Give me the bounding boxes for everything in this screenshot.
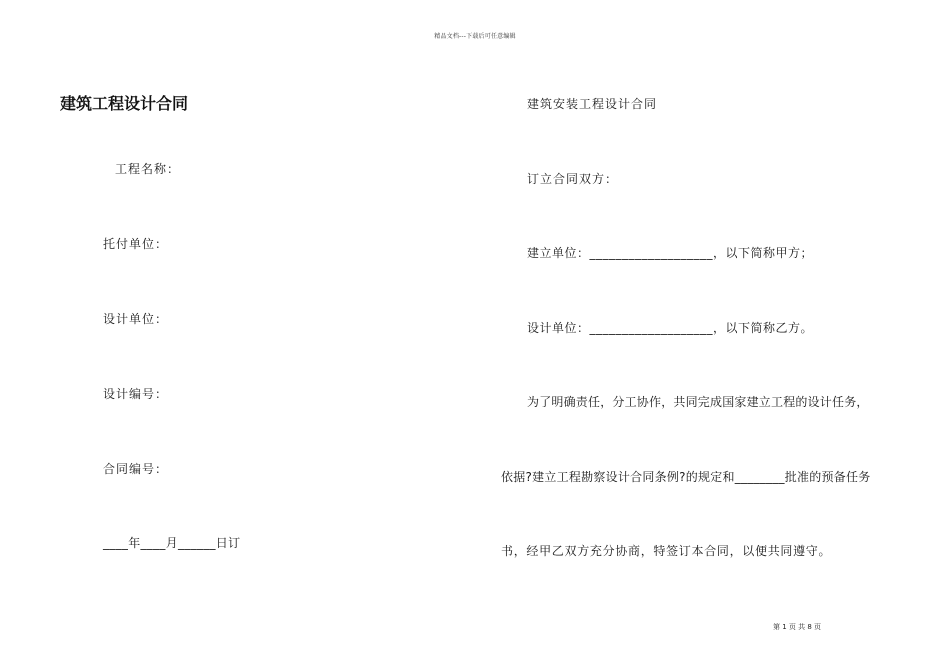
date-line: ____年____月______日订 [103,536,241,550]
party-b-line: 设计单位：___________________，以下简称乙方。 [527,321,814,335]
document-title: 建筑工程设计合同 [60,94,189,113]
entrusting-unit-label: 托付单位： [103,237,169,251]
project-name-label: 工程名称： [115,162,181,176]
header-note: 精品文档---下载后可任意编辑 [434,33,516,40]
contract-number-label: 合同编号： [103,462,169,476]
paragraph-line-2: 依据?建立工程勘察设计合同条例?的规定和________批准的预备任务 [501,470,871,484]
design-unit-label: 设计单位： [103,312,169,326]
contract-heading: 建筑安装工程设计合同 [527,97,658,111]
page-footer: 第 1 页 共 8 页 [773,623,822,631]
paragraph-line-3: 书，经甲乙双方充分协商，特签订本合同，以便共同遵守。 [501,544,832,558]
design-number-label: 设计编号： [103,387,169,401]
party-a-line: 建立单位：___________________，以下简称甲方； [527,246,814,260]
paragraph-line-1: 为了明确责任，分工协作，共同完成国家建立工程的设计任务， [527,395,869,409]
parties-label: 订立合同双方： [527,172,619,186]
